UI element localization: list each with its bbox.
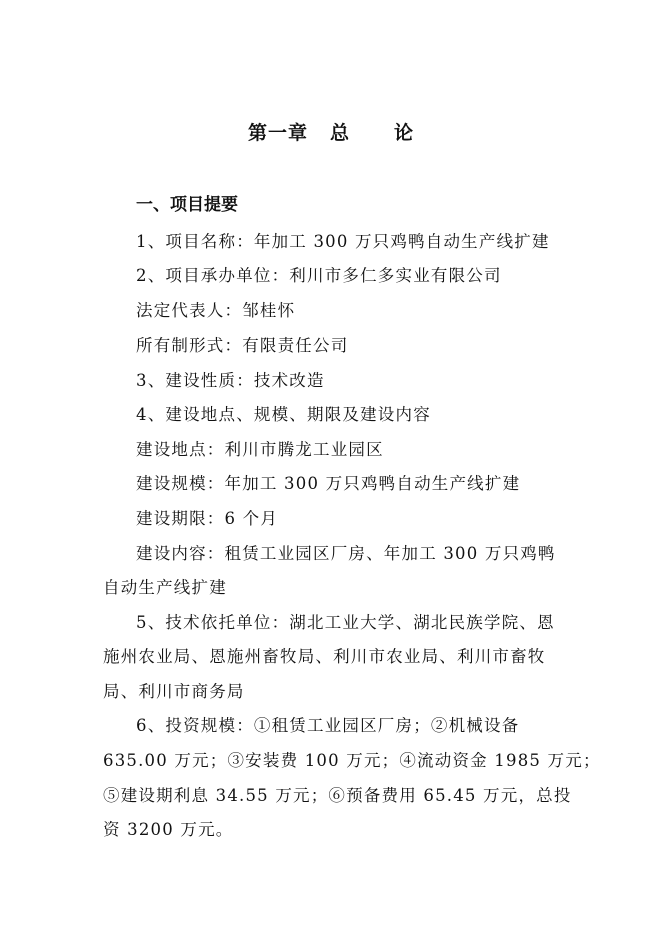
chapter-title-char-1: 总 bbox=[329, 122, 350, 144]
paragraph-line: 自动生产线扩建 bbox=[103, 578, 227, 597]
paragraph-line: 法定代表人：邹桂怀 bbox=[136, 301, 296, 320]
paragraph-line: 建设内容：租赁工业园区厂房、年加工 300 万只鸡鸭 bbox=[136, 544, 556, 563]
paragraph-line: 2、项目承办单位：利川市多仁多实业有限公司 bbox=[136, 266, 502, 285]
paragraph-line: 4、建设地点、规模、期限及建设内容 bbox=[136, 405, 431, 424]
paragraph-line: 3、建设性质：技术改造 bbox=[136, 371, 325, 390]
paragraph-line: 建设规模：年加工 300 万只鸡鸭自动生产线扩建 bbox=[136, 474, 521, 493]
paragraph-line: 建设期限：6 个月 bbox=[136, 509, 279, 528]
paragraph-line: 1、项目名称：年加工 300 万只鸡鸭自动生产线扩建 bbox=[136, 232, 550, 251]
paragraph-line: 6、投资规模：①租赁工业园区厂房；②机械设备 bbox=[136, 716, 520, 735]
chapter-title-char-2: 论 bbox=[394, 122, 415, 144]
chapter-title bbox=[0, 118, 662, 145]
paragraph-line: 局、利川市商务局 bbox=[103, 682, 245, 701]
section-heading: 一、项目提要 bbox=[136, 195, 238, 215]
paragraph-line: 资 3200 万元。 bbox=[103, 820, 234, 839]
paragraph-line: 5、技术依托单位：湖北工业大学、湖北民族学院、恩 bbox=[136, 613, 555, 632]
paragraph-line: 所有制形式：有限责任公司 bbox=[136, 336, 349, 355]
paragraph-line: 施州农业局、恩施州畜牧局、利川市农业局、利川市畜牧 bbox=[103, 647, 546, 666]
paragraph-line: 建设地点：利川市腾龙工业园区 bbox=[136, 440, 384, 459]
paragraph-line: ⑤建设期利息 34.55 万元；⑥预备费用 65.45 万元，总投 bbox=[103, 786, 572, 805]
paragraph-line: 635.00 万元；③安装费 100 万元；④流动资金 1985 万元； bbox=[103, 751, 601, 770]
chapter-number: 第一章 bbox=[247, 122, 308, 144]
